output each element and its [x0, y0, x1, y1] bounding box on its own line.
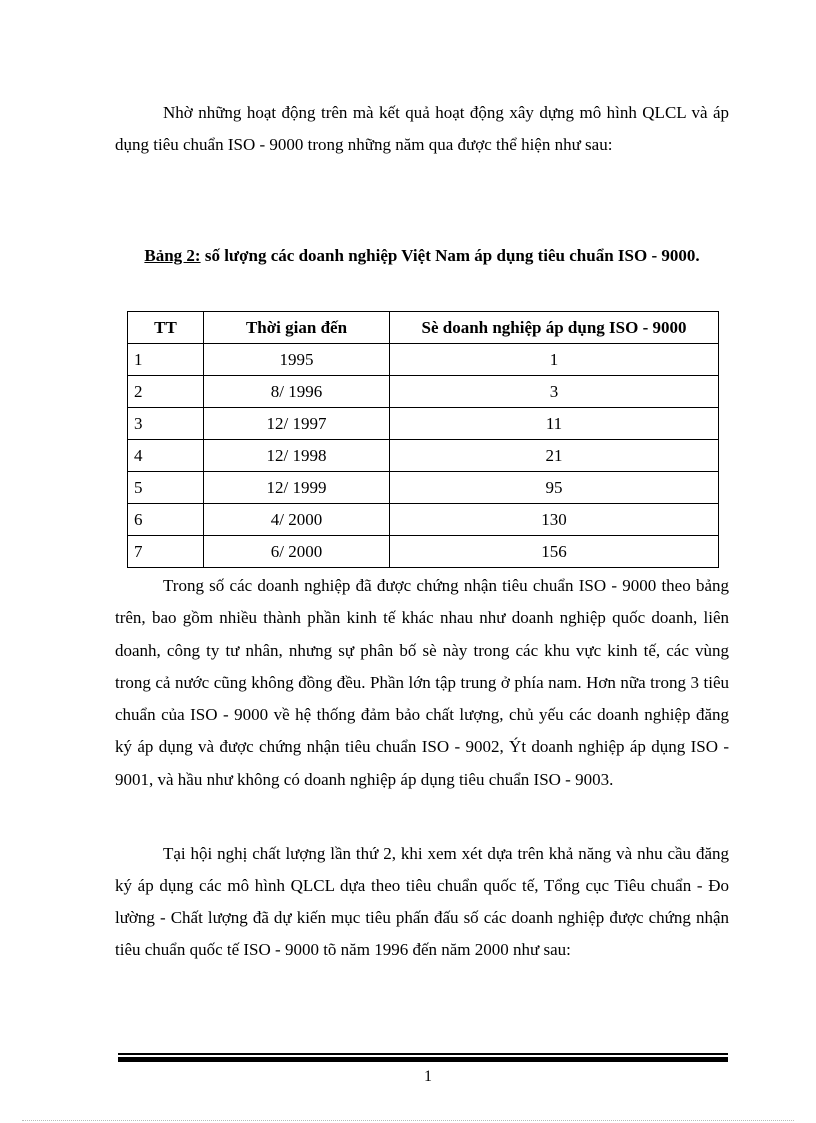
cell-time: 6/ 2000	[204, 536, 390, 568]
footer-rule-thick	[118, 1057, 728, 1062]
table-row	[128, 440, 719, 472]
analysis-paragraph: Trong số các doanh nghiệp đã được chứng nhận tiêu chuẩn ISO - 9000 theo bảng trên, bao gồm nhiều thành phần kinh tế khác nhau như doanh nghiệp quốc doanh, liên doanh, công ty tư nhân, nhưng sự phân bố sè này trong các khu vực kinh tế, các vùng trong cả nước cũng không đồng đều. Phần lớn tập trung ở phía nam. Hơn nữa trong 3 tiêu chuẩn của ISO - 9000 về hệ thống đảm bảo chất lượng, chủ yếu các doanh nghiệp đăng ký áp dụng và được chứng nhận tiêu chuẩn ISO - 9002, Ýt doanh nghiệp áp dụng ISO - 9001, và hầu như không có doanh nghiệp áp dụng tiêu chuẩn ISO - 9003.	[115, 576, 729, 789]
table-row	[128, 536, 719, 568]
footer-rule-thin	[118, 1053, 728, 1055]
page-number: 1	[424, 1068, 432, 1085]
iso-adoption-table	[127, 311, 719, 568]
cell-time: 12/ 1999	[204, 472, 390, 504]
table-caption-label: Bảng 2:	[144, 246, 201, 265]
table-row	[128, 376, 719, 408]
table-caption-text: số lượng các doanh nghiệp Việt Nam áp dụng tiêu chuẩn ISO - 9000.	[200, 246, 700, 265]
intro-paragraph: Nhờ những hoạt động trên mà kết quả hoạt động xây dựng mô hình QLCL và áp dụng tiêu chuẩn ISO - 9000 trong những năm qua được thể hiện như sau:	[115, 103, 729, 154]
conference-paragraph: Tại hội nghị chất lượng lần thứ 2, khi xem xét dựa trên khả năng và nhu cầu đăng ký áp dụng các mô hình QLCL dựa theo tiêu chuẩn quốc tế, Tổng cục Tiêu chuẩn - Đo lường - Chất lượng đã dự kiến mục tiêu phấn đấu số các doanh nghiệp được chứng nhận tiêu chuẩn quốc tế ISO - 9000 tõ năm 1996 đến năm 2000 như sau:	[115, 844, 729, 959]
table-row	[128, 472, 719, 504]
table-row	[128, 408, 719, 440]
header-tt: TT	[128, 312, 204, 344]
cell-tt: 1	[128, 344, 204, 376]
table-row	[128, 344, 719, 376]
cell-count: 130	[390, 504, 719, 536]
cell-count: 11	[390, 408, 719, 440]
cell-tt: 4	[128, 440, 204, 472]
cell-time: 12/ 1998	[204, 440, 390, 472]
cell-time: 1995	[204, 344, 390, 376]
cell-count: 21	[390, 440, 719, 472]
cell-time: 8/ 1996	[204, 376, 390, 408]
cell-count: 3	[390, 376, 719, 408]
header-time: Thời gian đến	[204, 312, 390, 344]
cell-count: 1	[390, 344, 719, 376]
cell-tt: 3	[128, 408, 204, 440]
cell-time: 4/ 2000	[204, 504, 390, 536]
cell-tt: 5	[128, 472, 204, 504]
table-caption	[115, 240, 729, 271]
table-header-row	[128, 312, 719, 344]
cell-tt: 6	[128, 504, 204, 536]
page-bottom-dotted-border	[22, 1120, 794, 1121]
cell-count: 95	[390, 472, 719, 504]
cell-count: 156	[390, 536, 719, 568]
cell-time: 12/ 1997	[204, 408, 390, 440]
cell-tt: 2	[128, 376, 204, 408]
header-count: Sè doanh nghiệp áp dụng ISO - 9000	[390, 312, 719, 344]
cell-tt: 7	[128, 536, 204, 568]
table-row	[128, 504, 719, 536]
